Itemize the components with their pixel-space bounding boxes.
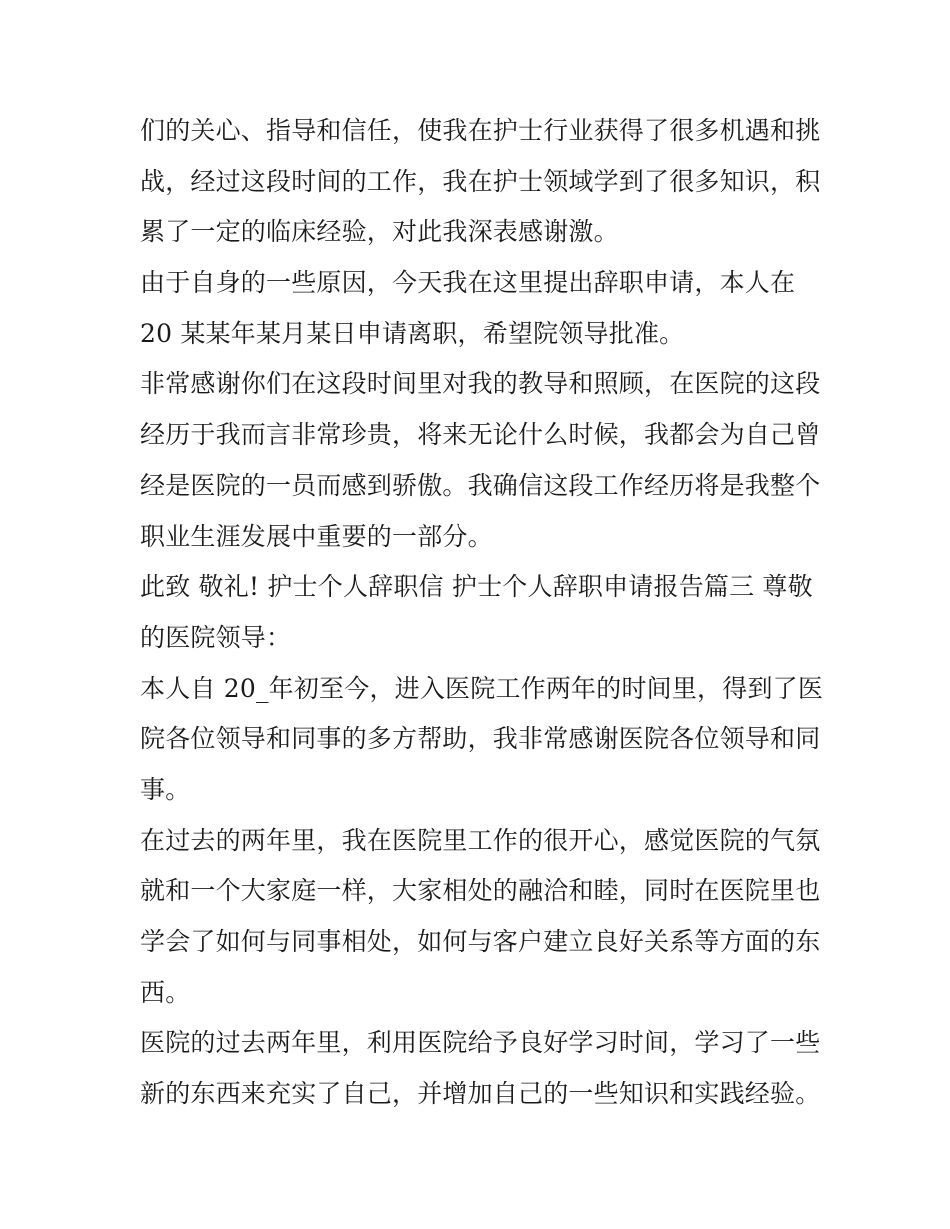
text-line: 由于自身的一些原因，今天我在这里提出辞职申请，本人在	[140, 268, 796, 298]
text-line: 就和一个大家庭一样，大家相处的融洽和睦，同时在医院里也	[140, 876, 821, 906]
text-line: 经历于我而言非常珍贵，将来无论什么时候，我都会为自己曾	[140, 420, 821, 450]
text-line: 本人自 20_年初至今，进入医院工作两年的时间里，得到了医	[140, 673, 824, 703]
text-line: 20 某某年某月某日申请离职，希望院领导批准。	[140, 318, 685, 348]
text-line: 战，经过这段时间的工作，我在护士领域学到了很多知识，积	[140, 166, 821, 196]
text-line: 院各位领导和同事的多方帮助，我非常感谢医院各位领导和同	[140, 724, 821, 754]
text-line: 学会了如何与同事相处，如何与客户建立良好关系等方面的东	[140, 927, 821, 956]
document-body	[140, 106, 824, 1120]
text-line: 非常感谢你们在这段时间里对我的教导和照顾，在医院的这段	[140, 369, 821, 399]
text-line: 职业生涯发展中重要的一部分。	[140, 521, 493, 551]
text-line: 们的关心、指导和信任，使我在护士行业获得了很多机遇和挑	[140, 116, 821, 145]
text-line: 经是医院的一员而感到骄傲。我确信这段工作经历将是我整个	[140, 470, 821, 500]
text-line: 的医院领导：	[140, 622, 292, 652]
text-line: 累了一定的临床经验，对此我深表感谢激。	[140, 217, 619, 247]
text-line: 事。	[140, 774, 191, 804]
text-line: 此致 敬礼! 护士个人辞职信 护士个人辞职申请报告篇三 尊敬	[140, 572, 813, 602]
text-line: 新的东西来充实了自己，并增加自己的一些知识和实践经验。	[140, 1079, 821, 1109]
text-line: 西。	[140, 977, 191, 1007]
text-line: 医院的过去两年里，利用医院给予良好学习时间，学习了一些	[140, 1028, 821, 1058]
text-line: 在过去的两年里，我在医院里工作的很开心，感觉医院的气氛	[140, 825, 821, 855]
